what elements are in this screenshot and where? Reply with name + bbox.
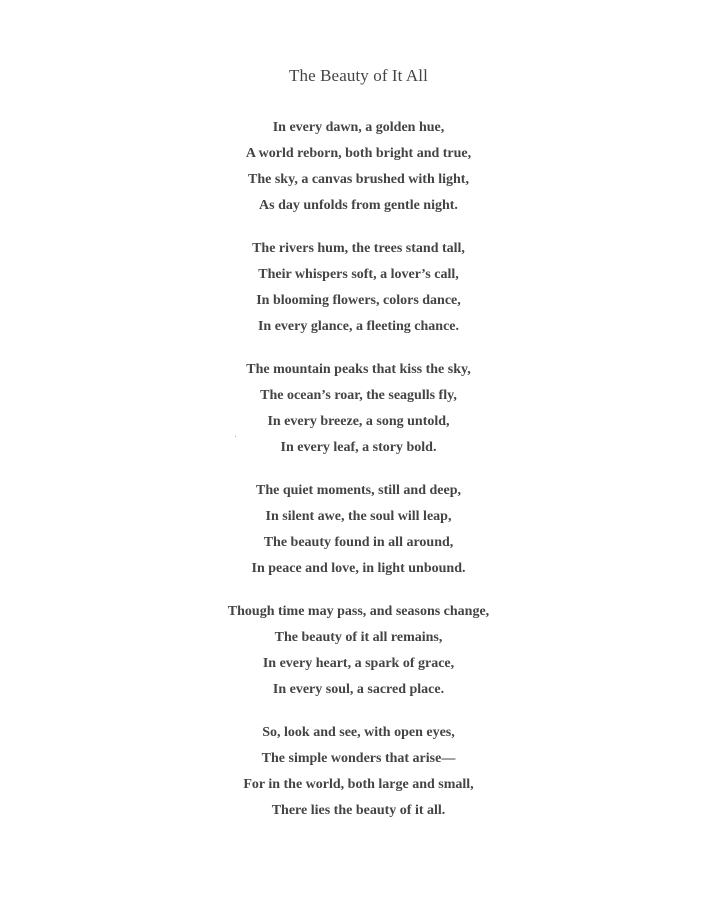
poem-line: A world reborn, both bright and true, [245,146,472,161]
poem-line: In every leaf, a story bold. [280,440,437,455]
poem-line: In every breeze, a song untold, [267,414,450,429]
poem-line: The beauty of it all remains, [274,630,443,645]
stanza-3 [0,357,717,461]
poem-line: The simple wonders that arise— [261,751,456,766]
poem-line: So, look and see, with open eyes, [262,725,455,740]
stanza-1 [0,115,717,219]
poem-line: In silent awe, the soul will leap, [265,509,452,524]
poem-line: In every heart, a spark of grace, [262,656,455,671]
poem-line: The mountain peaks that kiss the sky, [246,362,471,377]
poem-line: The quiet moments, still and deep, [256,483,461,498]
poem-line: The sky, a canvas brushed with light, [248,172,469,187]
stanza-4 [0,478,717,582]
scan-speck [235,436,236,437]
poem-line: There lies the beauty of it all. [271,803,446,818]
poem-title: The Beauty of It All [289,66,428,85]
poem-line: Their whispers soft, a lover’s call, [258,267,459,282]
poem-line: The beauty found in all around, [263,535,454,550]
poem-line: The ocean’s roar, the seagulls fly, [260,388,457,403]
poem-line: Though time may pass, and seasons change, [227,604,490,619]
poem-line: As day unfolds from gentle night. [259,198,458,213]
poem-line: The rivers hum, the trees stand tall, [252,241,465,256]
stanza-2 [0,236,717,340]
poem-line: In peace and love, in light unbound. [251,561,466,576]
stanza-5 [0,599,717,703]
stanza-6 [0,720,717,824]
poem-line: In blooming flowers, colors dance, [256,293,461,308]
poem-line: In every dawn, a golden hue, [272,120,445,135]
poem-line: In every soul, a sacred place. [272,682,445,697]
poem-line: In every glance, a fleeting chance. [257,319,459,334]
poem-line: For in the world, both large and small, [243,777,474,792]
